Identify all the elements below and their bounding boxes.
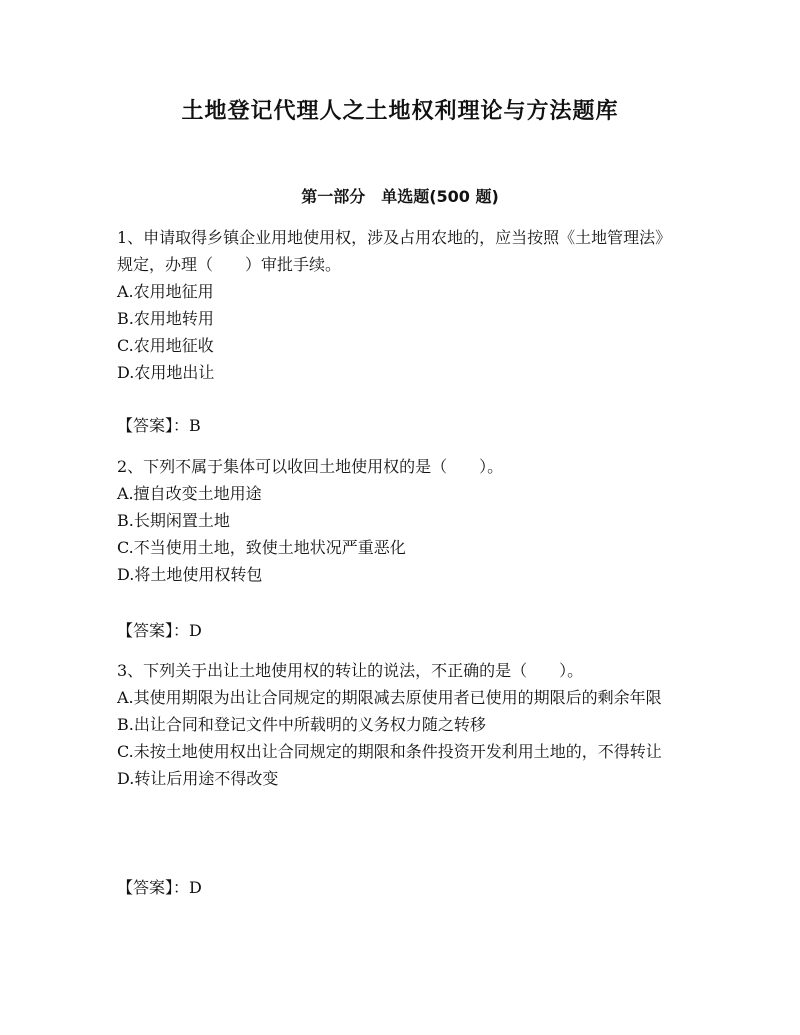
question-3 xyxy=(117,657,677,792)
question-2 xyxy=(117,453,677,588)
option-a: A.擅自改变土地用途 xyxy=(117,484,262,503)
section-title: 第一部分 单选题(500 题) xyxy=(301,187,499,206)
option-a: A.其使用期限为出让合同规定的期限减去原使用者已使用的期限后的剩余年限 xyxy=(117,688,662,707)
answer-2: 【答案】：D xyxy=(117,621,202,640)
question-stem: 1、申请取得乡镇企业用地使用权，涉及占用农地的，应当按照《土地管理法》规定，办理（ ）审批手续。 xyxy=(117,228,672,274)
question-stem: 3、下列关于出让土地使用权的转让的说法，不正确的是（ ）。 xyxy=(117,661,584,680)
option-b: B.出让合同和登记文件中所载明的义务权力随之转移 xyxy=(117,715,486,734)
question-stem: 2、下列不属于集体可以收回土地使用权的是（ ）。 xyxy=(117,457,504,476)
option-c: C.农用地征收 xyxy=(117,336,214,355)
option-c: C.未按土地使用权出让合同规定的期限和条件投资开发利用土地的，不得转让 xyxy=(117,742,662,761)
question-1 xyxy=(117,224,677,386)
option-b: B.农用地转用 xyxy=(117,309,214,328)
option-d: D.农用地出让 xyxy=(117,363,215,382)
option-c: C.不当使用土地，致使土地状况严重恶化 xyxy=(117,538,406,557)
document-title: 土地登记代理人之土地权利理论与方法题库 xyxy=(181,99,619,124)
option-b: B.长期闲置土地 xyxy=(117,511,230,530)
option-a: A.农用地征用 xyxy=(117,282,214,301)
option-d: D.转让后用途不得改变 xyxy=(117,769,279,788)
answer-1: 【答案】：B xyxy=(117,416,201,435)
option-d: D.将土地使用权转包 xyxy=(117,565,263,584)
answer-3: 【答案】：D xyxy=(117,878,202,897)
